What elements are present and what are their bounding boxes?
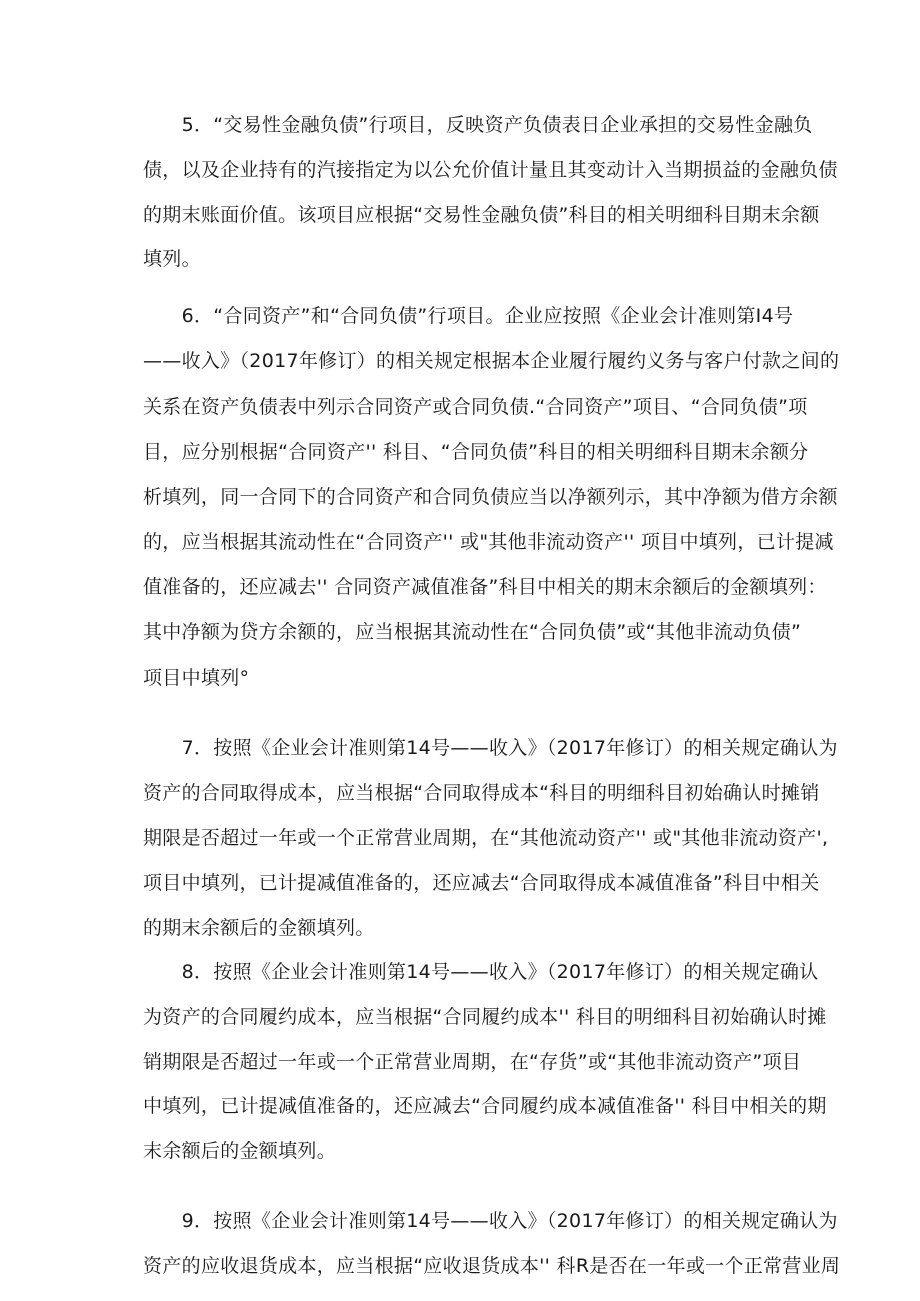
text-line: 的，应当根据其流动性在“合同资产'' 或"其他非流动资产'' 项目中填列，已计提减 bbox=[143, 531, 834, 553]
text-line: 项目中填列° bbox=[143, 667, 250, 689]
text-line: 关系在资产负债表中列示合同资产或合同负债.“合同资产”项目、“合同负债”项 bbox=[143, 396, 808, 418]
text-line: 资产的应收退货成本，应当根据“应收退货成本'' 科R是否在一年或一个正常营业周 bbox=[143, 1255, 841, 1277]
text-line: 5．“交易性金融负债”行项目，反映资产负债表日企业承担的交易性金融负 bbox=[143, 114, 813, 136]
text-line: 目，应分别根据“合同资产'' 科目、“合同负债”科目的相关明细科目期末余额分 bbox=[143, 441, 809, 463]
text-line: 中填列，已计提减值准备的，还应减去“合同履约成本减值准备'' 科目中相关的期 bbox=[143, 1095, 827, 1117]
text-line: 的期末余额后的金额填列。 bbox=[143, 917, 375, 939]
text-line: 销期限是否超过一年或一个正常营业周期，在“存货”或“其他非流动资产”项目 bbox=[143, 1051, 802, 1073]
text-line: 其中净额为贷方余额的，应当根据其流动性在“合同负债”或“其他非流动负债” bbox=[143, 621, 802, 643]
text-line: 为资产的合同履约成本，应当根据“合同履约成本'' 科目的明细科目初始确认时摊 bbox=[143, 1006, 827, 1028]
text-line: 债，以及企业持有的汽接指定为以公允价值计量且其变动计入当期损益的金融负债 bbox=[143, 159, 838, 181]
text-line: 析填列，同一合同下的合同资产和合同负债应当以净额列示，其中净额为借方余额 bbox=[143, 486, 838, 508]
text-line: 值准备的，还应减去'' 合同资产减值准备”科目中相关的期末余额后的金额填列： bbox=[143, 576, 827, 598]
text-line: ——收入》（2017年修订）的相关规定根据本企业履行履约义务与客户付款之间的 bbox=[143, 350, 840, 372]
text-line: 期限是否超过一年或一个正常营业周期，在“其他流动资产'' 或"其他非流动资产', bbox=[143, 827, 829, 849]
text-line: 8．按照《企业会计准则第14号——收入》（2017年修订）的相关规定确认 bbox=[143, 961, 819, 983]
text-line: 6．“合同资产”和“合同负债”行项目。企业应按照《企业会计准则第I4号 bbox=[143, 305, 794, 327]
text-line: 9．按照《企业会计准则第14号——收入》（2017年修订）的相关规定确认为 bbox=[143, 1210, 838, 1232]
text-line: 填列。 bbox=[143, 248, 201, 270]
text-line: 资产的合同取得成本，应当根据“合同取得成本“科目的明细科目初始确认时摊销 bbox=[143, 782, 820, 804]
text-line: 末余额后的金额填列。 bbox=[143, 1140, 337, 1162]
text-line: 的期末账面价值。该项目应根据“交易性金融负债”科目的相关明细科目期末余额 bbox=[143, 204, 820, 226]
text-line: 项目中填列，已计提减值准备的，还应减去“合同取得成本减值准备”科目中相关 bbox=[143, 872, 820, 894]
text-line: 7．按照《企业会计准则第14号——收入》（2017年修订）的相关规定确认为 bbox=[143, 737, 838, 759]
